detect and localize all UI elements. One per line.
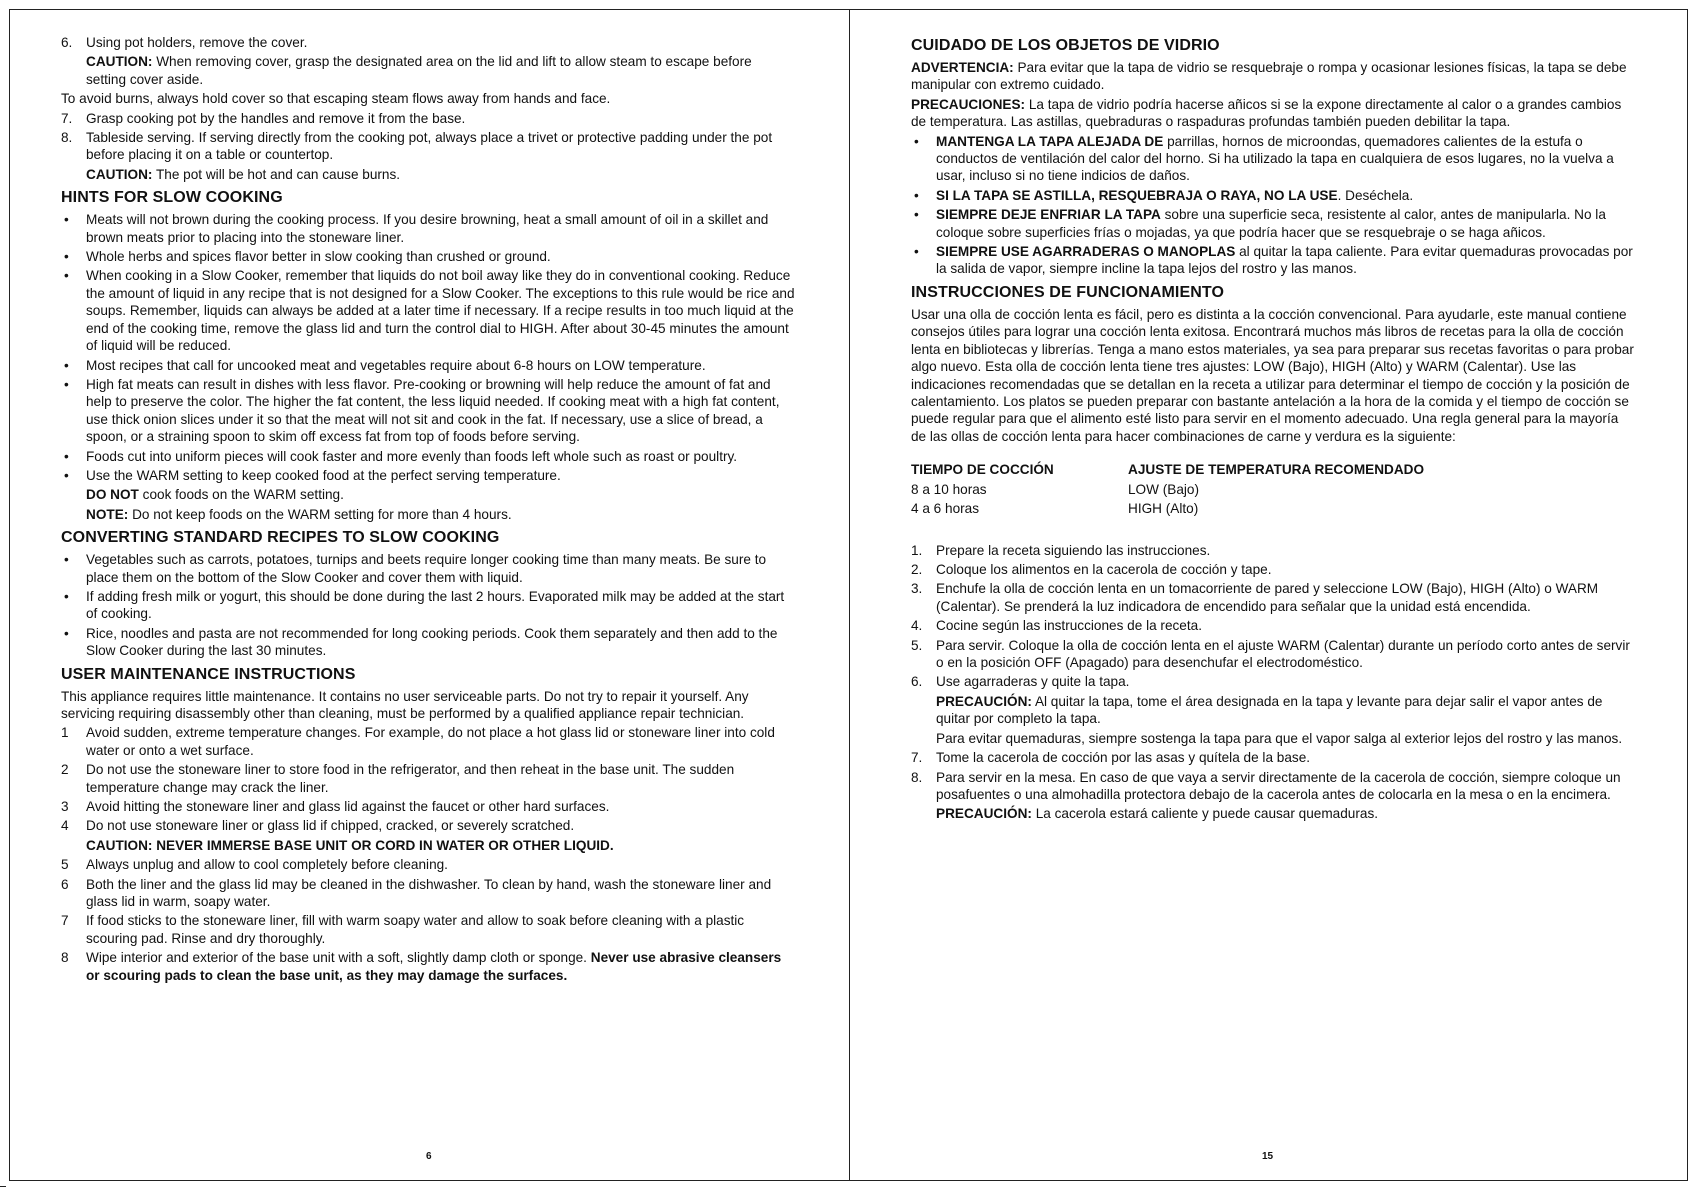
- operating-step: 5. Para servir. Coloque la olla de cocción lenta en el ajuste WARM (Calentar) durante un período corto antes de servir o en la posición OFF (Apagado) para desenchufar el electrodoméstico.: [911, 637, 1630, 671]
- hint-item: • Foods cut into uniform pieces will cook faster and more evenly than foods left whole such as roast or poultry.: [64, 448, 738, 464]
- glass-bullet: • MANTENGA LA TAPA ALEJADA DE parrillas, hornos de microondas, quemadores calientes de la estufa o conductos de ventilación del calor del horno. Si ha utilizado la tapa en cualquiera de esos lugares, no la vuelva a usar, incluso si no tiene indicios de daños.: [914, 133, 1614, 184]
- converting-heading: CONVERTING STANDARD RECIPES TO SLOW COOKING: [61, 529, 500, 547]
- maintenance-item: 6 Both the liner and the glass lid may be cleaned in the dishwasher. To clean by hand, wash the stoneware liner and glass lid in warm, soapy water.: [61, 876, 772, 910]
- do-not-note: DO NOT cook foods on the WARM setting.: [86, 487, 344, 503]
- maintenance-caution: CAUTION: NEVER IMMERSE BASE UNIT OR CORD IN WATER OR OTHER LIQUID.: [86, 837, 614, 853]
- right-page: [911, 34, 1635, 825]
- maintenance-item: 1 Avoid sudden, extreme temperature changes. For example, do not place a hot glass lid or stoneware liner into cold water or onto a wet surface.: [61, 725, 775, 758]
- hint-item: • Use the WARM setting to keep cooked food at the perfect serving temperature.: [64, 467, 561, 483]
- table-row: [911, 500, 1635, 520]
- step-8: 8. Tableside serving. If serving directly from the cooking pot, always place a trivet or protective padding under the pot before placing it on a table or countertop.: [61, 130, 773, 163]
- step-6-caution: CAUTION: When removing cover, grasp the designated area on the lid and lift to allow steam to escape before setting cover aside.: [86, 54, 752, 87]
- operating-step: 3. Enchufe la olla de cocción lenta en un tomacorriente de pared y seleccione LOW (Bajo), HIGH (Alto) o WARM (Calentar). Se prenderá la luz indicadora de encendido para señalar que la unidad está encendida.: [911, 581, 1599, 614]
- operating-step: 2. Coloque los alimentos en la cacerola de cocción y tape.: [911, 562, 1272, 578]
- glass-care-heading: CUIDADO DE LOS OBJETOS DE VIDRIO: [911, 37, 1220, 54]
- maintenance-item: 4 Do not use stoneware liner or glass lid if chipped, cracked, or severely scratched.: [61, 818, 575, 834]
- maintenance-intro: This appliance requires little maintenance. It contains no user serviceable parts. Do not try to repair it yourself. Any servicing requiring disassembly other than cleaning, must be performed by a qualified appliance repair technician.: [61, 688, 749, 721]
- hint-item: • Most recipes that call for uncooked meat and vegetables require about 6-8 hours on LOW temperature.: [64, 357, 706, 373]
- warm-note: NOTE: Do not keep foods on the WARM setting for more than 4 hours.: [86, 506, 512, 522]
- left-page: [61, 34, 795, 986]
- hint-item: • Whole herbs and spices flavor better in slow cooking than crushed or ground.: [64, 249, 551, 265]
- maintenance-item: 7 If food sticks to the stoneware liner, fill with warm soapy water and allow to soak before cleaning with a plastic scouring pad. Rinse and dry thoroughly.: [61, 913, 745, 946]
- step-7: 7. Grasp cooking pot by the handles and remove it from the base.: [61, 110, 466, 126]
- table-header-row: [911, 461, 1635, 481]
- converting-item: • If adding fresh milk or yogurt, this should be done during the last 2 hours. Evaporated milk may be added at the start of cooking.: [64, 588, 785, 622]
- operating-step: 8. Para servir en la mesa. En caso de que vaya a servir directamente de la cacerola de cocción, siempre coloque un posafuentes o una almohadilla protectora debajo de la cacerola antes de colocarla en la mesa o en la encimera.: [911, 769, 1621, 802]
- warning-paragraph: ADVERTENCIA: Para evitar que la tapa de vidrio se resquebraje o rompa y ocasionar lesiones físicas, la tapa se debe manipular con extremo cuidado.: [911, 60, 1627, 93]
- maintenance-item: 8 Wipe interior and exterior of the base unit with a soft, slightly damp cloth or sponge. Never use abrasive cleansers or scouring pads to clean the base unit, as they may damage the surfaces.: [61, 950, 782, 983]
- table-header: TIEMPO DE COCCIÓN: [911, 462, 1054, 478]
- hint-item: • High fat meats can result in dishes with less flavor. Pre-cooking or browning will help reduce the amount of fat and help to preserve the color. The higher the fat content, the less liquid needed. If cooking meat with a high fat content, use thick onion slices under it so that the meat will not sit and cook in the fat. If necessary, use a slice of bread, a spoon, or a straining spoon to skim off excess fat from top of foods before serving.: [64, 376, 780, 445]
- step-8-caution: CAUTION: The pot will be hot and can cause burns.: [86, 166, 401, 182]
- operating-heading: INSTRUCCIONES DE FUNCIONAMIENTO: [911, 283, 1225, 301]
- operating-intro: Usar una olla de cocción lenta es fácil, pero es distinta a la cocción convencional. Para ayudarle, este manual contiene consejos útiles para lograr una cocción lenta exitosa. Encontrará muchos más libros de recetas para la olla de cocción lenta en bibliotecas y librerías. Tenga a mano estos materiales, ya sea para preparar sus recetas favoritas o para probar algo nuevo. Esta olla de cocción lenta tiene tres ajustes: LOW (Bajo), HIGH (Alto) y WARM (Calentar). Use las indicaciones recomendadas que se detallan en la receta a utilizar para determinar el tiempo de cocción y la posición de calentamiento. Los platos se pueden preparar con bastante antelación a la hora de la comida y el tiempo de cocción se puede regular para que el alimento esté listo para servir en el momento adecuado. Una regla general para la mayoría de las ollas de cocción lenta para hacer combinaciones de carne y verdura es la siguiente:: [911, 306, 1634, 444]
- operating-step: 6. Use agarraderas y quite la tapa.: [911, 674, 1130, 690]
- table-header: AJUSTE DE TEMPERATURA RECOMENDADO: [1128, 462, 1425, 478]
- page-number: 6: [426, 1151, 432, 1162]
- step-6-precaution: PRECAUCIÓN: Al quitar la tapa, tome el área designada en la tapa y levante para dejar salir el vapor antes de quitar por completo la tapa.: [936, 693, 1603, 727]
- step-8-precaution: PRECAUCIÓN: La cacerola estará caliente y puede causar quemaduras.: [936, 806, 1379, 822]
- maintenance-item: 5 Always unplug and allow to cool completely before cleaning.: [61, 857, 448, 873]
- converting-item: • Rice, noodles and pasta are not recommended for long cooking periods. Cook them separately and then add to the Slow Cooker during the last 30 minutes.: [64, 625, 778, 659]
- hints-heading: HINTS FOR SLOW COOKING: [61, 189, 283, 207]
- converting-item: • Vegetables such as carrots, potatoes, turnips and beets require longer cooking time than many meats. Be sure to place them on the bottom of the Slow Cooker and cover them with liquid.: [64, 552, 767, 585]
- precautions-paragraph: PRECAUCIONES: La tapa de vidrio podría hacerse añicos si se la expone directamente al calor o a grandes cambios de temperatura. Las astillas, quebraduras o raspaduras profundas también pueden debilitar la tapa.: [911, 96, 1622, 130]
- operating-step: 7. Tome la cacerola de cocción por las asas y quítela de la base.: [911, 750, 1311, 766]
- glass-bullet: • SI LA TAPA SE ASTILLA, RESQUEBRAJA O RAYA, NO LA USE. Deséchela.: [914, 187, 1414, 203]
- table-cell: 8 a 10 horas: [911, 481, 987, 497]
- page-divider: [849, 9, 850, 1181]
- page-number: 15: [1262, 1151, 1274, 1162]
- table-row: [911, 481, 1635, 501]
- cooking-time-table: [911, 461, 1635, 520]
- table-cell: LOW (Bajo): [1128, 481, 1200, 497]
- table-cell: 4 a 6 horas: [911, 501, 980, 517]
- hint-item: • When cooking in a Slow Cooker, remember that liquids do not boil away like they do in conventional cooking. Reduce the amount of liquid in any recipe that is not designed for a Slow Cooker. The exceptions to this rule would be rice and soups. Remember, liquids can always be added at a later time if necessary. If a recipe results in too much liquid at the end of the cooking time, remove the glass lid and turn the control dial to HIGH. After about 30-45 minutes the amount of liquid will be reduced.: [64, 268, 795, 354]
- glass-bullet: • SIEMPRE USE AGARRADERAS O MANOPLAS al quitar la tapa caliente. Para evitar quemaduras provocadas por la salida de vapor, siempre incline la tapa lejos del rostro y las manos.: [914, 244, 1633, 277]
- step-6: 6. Using pot holders, remove the cover.: [61, 35, 308, 50]
- maintenance-item: 2 Do not use the stoneware liner to store food in the refrigerator, and then reheat in the base unit. The sudden temperature change may crack the liner.: [61, 762, 735, 795]
- glass-bullet: • SIEMPRE DEJE ENFRIAR LA TAPA sobre una superficie seca, resistente al calor, antes de manipularla. No la coloque sobre superficies frías o mojadas, ya que podría hacer que se resquebraje o se haga añicos.: [914, 207, 1606, 240]
- hint-item: • Meats will not brown during the cooking process. If you desire browning, heat a small amount of oil in a skillet and brown meats prior to placing into the stoneware liner.: [64, 212, 769, 245]
- maintenance-heading: USER MAINTENANCE INSTRUCTIONS: [61, 665, 356, 683]
- step-6-burns-note: Para evitar quemaduras, siempre sostenga la tapa para que el vapor salga al exterior lejos del rostro y las manos.: [936, 730, 1623, 746]
- maintenance-item: 3 Avoid hitting the stoneware liner and glass lid against the faucet or other hard surfaces.: [61, 799, 610, 815]
- crop-mark: [0, 1186, 6, 1187]
- operating-step: 1. Prepare la receta siguiendo las instrucciones.: [911, 542, 1211, 558]
- burns-note: To avoid burns, always hold cover so that escaping steam flows away from hands and face.: [61, 91, 611, 107]
- table-cell: HIGH (Alto): [1128, 501, 1199, 517]
- operating-step: 4. Cocine según las instrucciones de la receta.: [911, 618, 1202, 634]
